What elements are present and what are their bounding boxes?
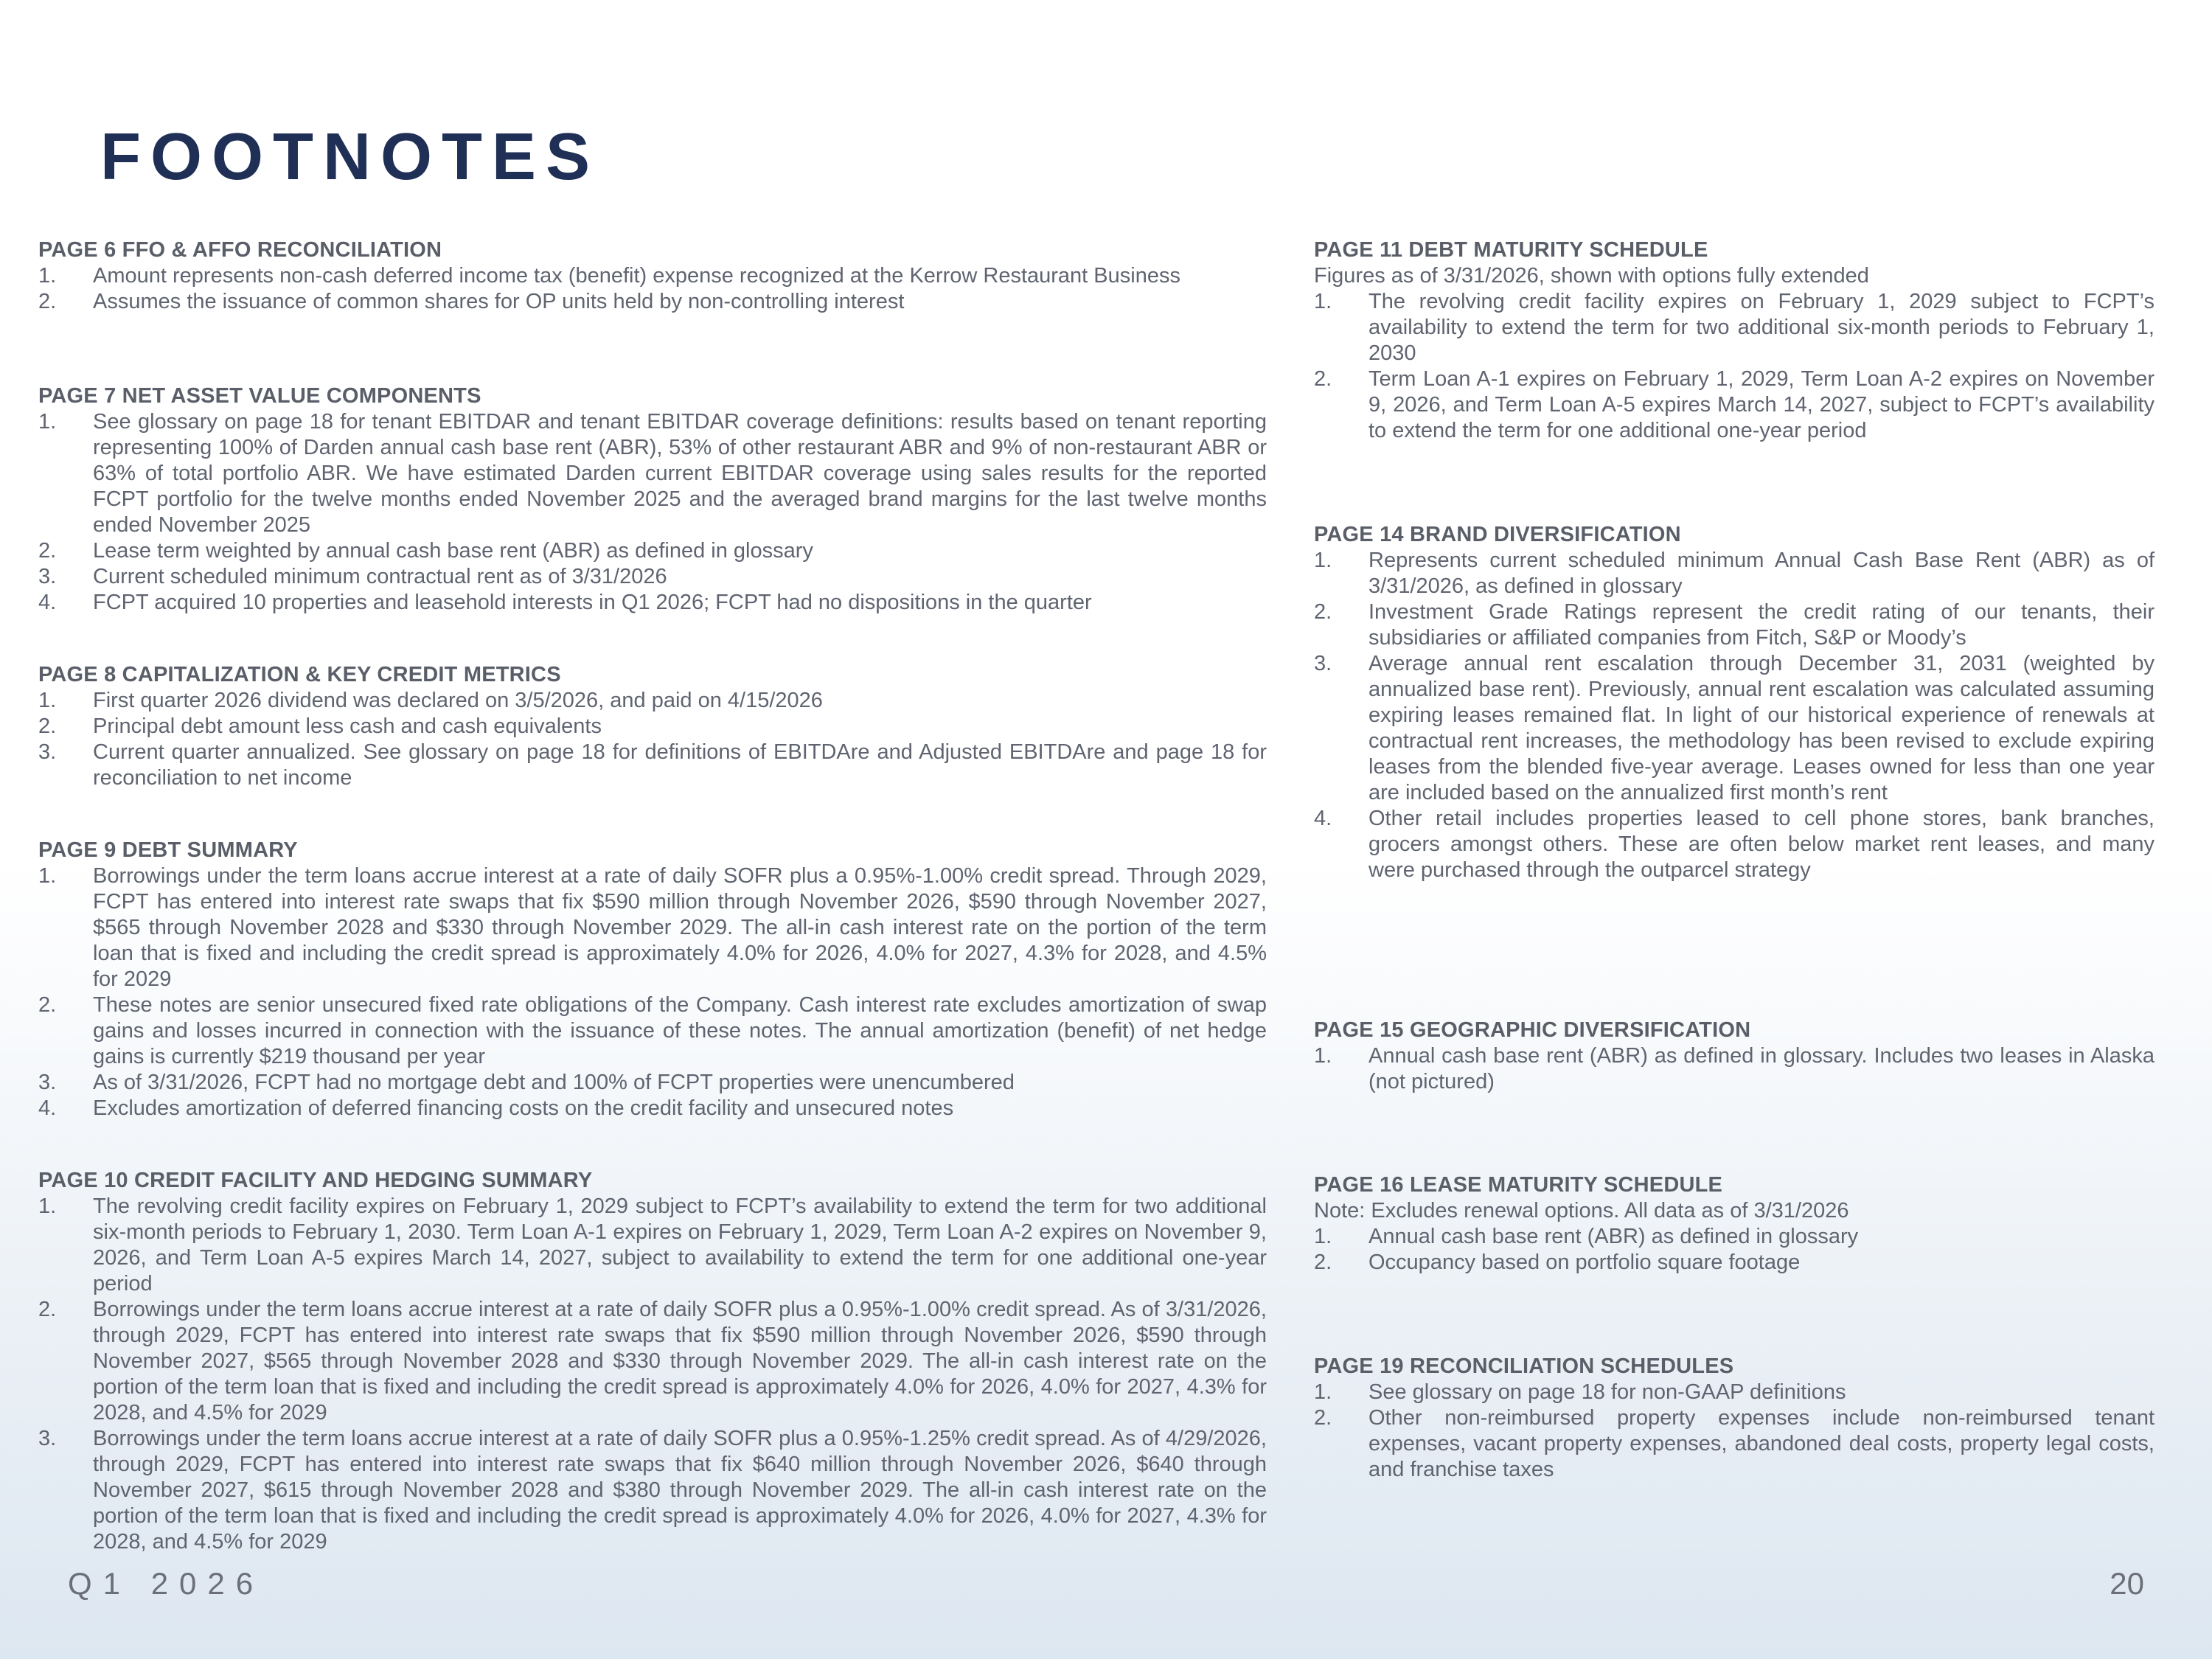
footnote-number: 3. — [1314, 652, 1332, 675]
footnote-number: 1. — [38, 689, 57, 712]
footnote-number: 2. — [38, 714, 57, 738]
section-title: PAGE 19 RECONCILIATION SCHEDULES — [1314, 1354, 1734, 1378]
section-page-8 — [38, 662, 1267, 791]
footnote-text: Excludes amortization of deferred financing costs on the credit facility and unsecured notes — [93, 1096, 954, 1120]
section-page-14 — [1314, 522, 2154, 883]
footnote-item — [38, 538, 1267, 564]
footnote-number: 2. — [38, 993, 57, 1017]
footnote-text: Borrowings under the term loans accrue interest at a rate of daily SOFR plus a 0.95%-1.25% credit spread. As of 4/29/2026, through 2029, FCPT has entered into interest rate swaps that fix $640 million through November 2026, $640 through November 2027, $615 through November 2028 and $380 through November 2029. The all-in cash interest rate on the portion of the term loan that is fixed and including the credit spread is approximately 4.0% for 2026, 4.0% for 2027, 4.3% for 2028, and 4.5% for 2029 — [93, 1427, 1267, 1554]
page-title: FOOTNOTES — [100, 120, 599, 194]
footnote-text: The revolving credit facility expires on February 1, 2029 subject to FCPT’s availability to extend the term for two additional six-month periods to February 1, 2030. Term Loan A-1 expires on February 1, 2029, Term Loan A-2 expires on November 9, 2026, and Term Loan A-5 expires March 14, 2027, subject to availability to extend the term for one additional one-year period — [93, 1194, 1267, 1295]
footnote-text: As of 3/31/2026, FCPT had no mortgage debt and 100% of FCPT properties were unencumbered — [93, 1071, 1015, 1094]
footnote-number: 2. — [1314, 367, 1332, 391]
footnote-text: Other non-reimbursed property expenses include non-reimbursed tenant expenses, vacant property expenses, abandoned deal costs, property legal costs, and franchise taxes — [1368, 1406, 2154, 1481]
footnote-item — [38, 263, 1267, 289]
section-title: PAGE 14 BRAND DIVERSIFICATION — [1314, 523, 1681, 546]
section-title: PAGE 16 LEASE MATURITY SCHEDULE — [1314, 1173, 1723, 1197]
section-page-16 — [1314, 1172, 2154, 1276]
section-page-10 — [38, 1168, 1267, 1555]
section-title: PAGE 10 CREDIT FACILITY AND HEDGING SUMMARY — [38, 1169, 593, 1192]
footnote-text: Annual cash base rent (ABR) as defined in glossary. Includes two leases in Alaska (not pictured) — [1368, 1044, 2154, 1093]
footnote-text: Investment Grade Ratings represent the credit rating of our tenants, their subsidiaries or affiliated companies from Fitch, S&P or Moody’s — [1368, 600, 2154, 650]
footnote-text: Lease term weighted by annual cash base rent (ABR) as defined in glossary — [93, 539, 813, 563]
footnote-number: 2. — [38, 290, 57, 313]
section-page-6 — [38, 237, 1267, 315]
footnote-number: 1. — [1314, 549, 1332, 572]
footnote-number: 2. — [38, 1298, 57, 1321]
footnote-item — [1314, 806, 2154, 883]
footer-quarter-label: Q1 2026 — [68, 1566, 265, 1601]
section-title: PAGE 15 GEOGRAPHIC DIVERSIFICATION — [1314, 1018, 1751, 1042]
footnote-number: 1. — [38, 864, 57, 888]
footnote-number: 1. — [38, 410, 57, 434]
footnote-item — [38, 564, 1267, 590]
footnote-item — [1314, 599, 2154, 651]
footnote-list — [1314, 548, 2154, 883]
footnote-text: Principal debt amount less cash and cash equivalents — [93, 714, 602, 738]
footnote-list — [1314, 289, 2154, 444]
footnote-item — [38, 1297, 1267, 1426]
footnote-list — [38, 409, 1267, 616]
footnote-item — [38, 409, 1267, 538]
footnote-item — [38, 863, 1267, 992]
footnote-list — [1314, 1380, 2154, 1483]
section-page-19 — [1314, 1354, 2154, 1483]
footnote-text: FCPT acquired 10 properties and leasehold interests in Q1 2026; FCPT had no dispositions in the quarter — [93, 591, 1092, 614]
footnote-item — [1314, 1043, 2154, 1095]
footnote-item — [1314, 366, 2154, 444]
footnote-number: 1. — [1314, 1225, 1332, 1248]
footnote-item — [38, 688, 1267, 714]
footnote-text: Borrowings under the term loans accrue interest at a rate of daily SOFR plus a 0.95%-1.00% credit spread. Through 2029, FCPT has entered into interest rate swaps that fix $590 million through November 2026, $590 through November 2027, $565 through November 2028 and $330 through November 2029. The all-in cash interest rate on the portion of the term loan that is fixed and including the credit spread is approximately 4.0% for 2026, 4.0% for 2027, 4.3% for 2028, and 4.5% for 2029 — [93, 864, 1267, 991]
footnote-item — [38, 992, 1267, 1070]
footnote-text: See glossary on page 18 for non-GAAP definitions — [1368, 1380, 1846, 1404]
footnote-number: 1. — [1314, 1044, 1332, 1068]
footnote-number: 3. — [38, 1427, 57, 1450]
footnote-number: 4. — [38, 1096, 57, 1120]
footnote-item — [1314, 1380, 2154, 1405]
footnote-item — [1314, 548, 2154, 599]
footnote-number: 1. — [1314, 290, 1332, 313]
footnote-item — [38, 740, 1267, 791]
footnote-number: 2. — [1314, 1251, 1332, 1274]
footnote-item — [38, 1426, 1267, 1555]
footnote-number: 4. — [38, 591, 57, 614]
footnote-text: First quarter 2026 dividend was declared on 3/5/2026, and paid on 4/15/2026 — [93, 689, 823, 712]
section-title: PAGE 6 FFO & AFFO RECONCILIATION — [38, 238, 442, 262]
footnote-item — [1314, 1250, 2154, 1276]
footnote-text: Current quarter annualized. See glossary on page 18 for definitions of EBITDAre and Adjusted EBITDAre and page 18 for reconciliation to net income — [93, 740, 1267, 790]
footnote-text: Current scheduled minimum contractual rent as of 3/31/2026 — [93, 565, 667, 588]
footnote-number: 3. — [38, 1071, 57, 1094]
footnote-text: Occupancy based on portfolio square footage — [1368, 1251, 1801, 1274]
footnote-item — [38, 590, 1267, 616]
footnote-number: 3. — [38, 740, 57, 764]
footnote-text: Term Loan A-1 expires on February 1, 2029, Term Loan A-2 expires on November 9, 2026, and Term Loan A-5 expires March 14, 2027, subject to FCPT’s availability to extend the term for one additional one-year period — [1368, 367, 2154, 442]
footnote-text: Represents current scheduled minimum Annual Cash Base Rent (ABR) as of 3/31/2026, as defined in glossary — [1368, 549, 2154, 598]
footnote-text: Other retail includes properties leased to cell phone stores, bank branches, grocers amongst others. These are often below market rent leases, and many were purchased through the outparcel strategy — [1368, 807, 2154, 882]
footnote-text: Average annual rent escalation through December 31, 2031 (weighted by annualized base rent). Previously, annual rent escalation was calculated assuming expiring leases remained flat. In light of our historical experience of renewals at contractual rent increases, the methodology has been revised to exclude expiring leases from the blended five-year average. Leases owned for less than one year are included based on the annualized first month’s rent — [1368, 652, 2154, 804]
section-page-7 — [38, 383, 1267, 616]
footnote-number: 1. — [38, 1194, 57, 1218]
footnote-text: Amount represents non-cash deferred income tax (benefit) expense recognized at the Kerrow Restaurant Business — [93, 264, 1180, 288]
section-page-11 — [1314, 237, 2154, 444]
footnote-item — [38, 1194, 1267, 1297]
footnote-item — [1314, 1405, 2154, 1483]
footnote-item — [38, 1096, 1267, 1121]
footnote-text: The revolving credit facility expires on February 1, 2029 subject to FCPT’s availability to extend the term for two additional six-month periods to February 1, 2030 — [1368, 290, 2154, 365]
footnote-list — [1314, 1224, 2154, 1276]
footnote-number: 2. — [1314, 1406, 1332, 1430]
footnote-item — [1314, 651, 2154, 806]
footnote-number: 3. — [38, 565, 57, 588]
footnote-number: 4. — [1314, 807, 1332, 830]
footnote-item — [1314, 289, 2154, 366]
footnote-text: Borrowings under the term loans accrue interest at a rate of daily SOFR plus a 0.95%-1.00% credit spread. As of 3/31/2026, through 2029, FCPT has entered into interest rate swaps that fix $590 million through November 2026, $590 through November 2027, $565 through November 2028 and $330 through November 2029. The all-in cash interest rate on the portion of the term loan that is fixed and including the credit spread is approximately 4.0% for 2026, 4.0% for 2027, 4.3% for 2028, and 4.5% for 2029 — [93, 1298, 1267, 1425]
footnote-number: 1. — [1314, 1380, 1332, 1404]
footnote-item — [38, 289, 1267, 315]
section-page-9 — [38, 838, 1267, 1121]
section-title: PAGE 7 NET ASSET VALUE COMPONENTS — [38, 384, 481, 408]
footnote-number: 2. — [38, 539, 57, 563]
section-note: Figures as of 3/31/2026, shown with options fully extended — [1314, 264, 1869, 288]
footnote-list — [38, 863, 1267, 1121]
footnote-list — [1314, 1043, 2154, 1095]
footnote-text: These notes are senior unsecured fixed rate obligations of the Company. Cash interest rate excludes amortization of swap gains and losses incurred in connection with the issuance of these notes. The annual amortization (benefit) of net hedge gains is currently $219 thousand per year — [93, 993, 1267, 1068]
footnote-number: 2. — [1314, 600, 1332, 624]
footnote-text: Annual cash base rent (ABR) as defined in glossary — [1368, 1225, 1859, 1248]
footnote-list — [38, 688, 1267, 791]
footnote-number: 1. — [38, 264, 57, 288]
footnote-text: Assumes the issuance of common shares for OP units held by non-controlling interest — [93, 290, 905, 313]
page-number: 20 — [2110, 1566, 2144, 1601]
footnote-item — [1314, 1224, 2154, 1250]
footnote-list — [38, 263, 1267, 315]
section-title: PAGE 9 DEBT SUMMARY — [38, 838, 298, 862]
section-page-15 — [1314, 1018, 2154, 1095]
footnote-item — [38, 1070, 1267, 1096]
footnote-list — [38, 1194, 1267, 1555]
section-title: PAGE 8 CAPITALIZATION & KEY CREDIT METRICS — [38, 663, 561, 686]
footnote-item — [38, 714, 1267, 740]
section-note: Note: Excludes renewal options. All data as of 3/31/2026 — [1314, 1199, 1849, 1222]
footnote-text: See glossary on page 18 for tenant EBITDAR and tenant EBITDAR coverage definitions: results based on tenant reporting representing 100% of Darden annual cash base rent (ABR), 53% of other restaurant ABR and 9% of non-restaurant ABR or 63% of total portfolio ABR. We have estimated Darden current EBITDAR coverage using sales results for the reported FCPT portfolio for the twelve months ended November 2025 and the averaged brand margins for the last twelve months ended November 2025 — [93, 410, 1267, 537]
section-title: PAGE 11 DEBT MATURITY SCHEDULE — [1314, 238, 1708, 262]
